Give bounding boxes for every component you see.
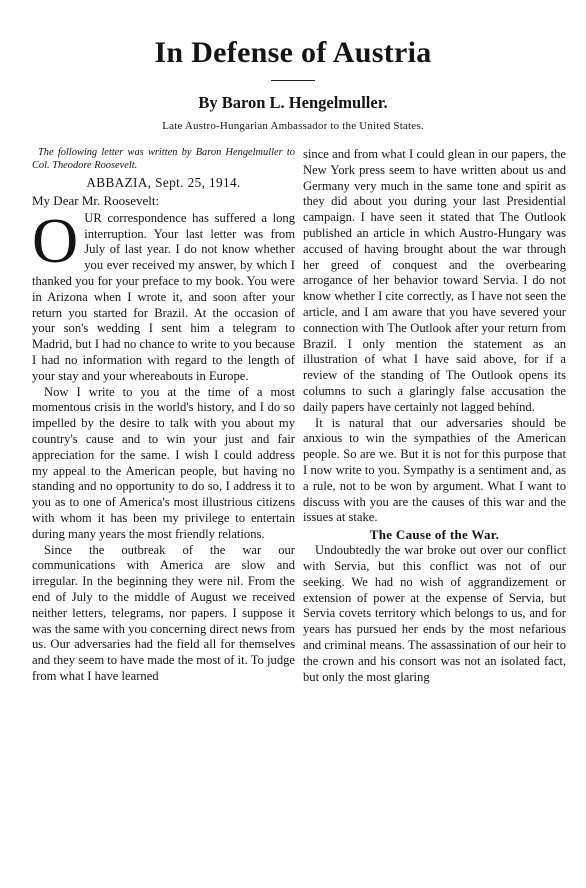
section-heading: The Cause of the War.: [369, 527, 500, 543]
author-description: Late Austro-Hungarian Ambassador to the United States.: [162, 120, 424, 132]
paragraph: Undoubtedly the war broke out over our conflict with Servia, but this conflict was not of our seeking. We had no wish of aggrandizement or extension of power at the expense of Servia, but Servia covets territory which belongs to us, and for years has pursued her ends by the most nefarious and criminal means. The assassination of our heir to the crown and his consort was not an isolated fact, but only the most glaring: [303, 543, 566, 684]
drop-cap: O: [32, 204, 79, 276]
title-rule: [271, 80, 315, 81]
paragraph-opening-text: UR correspondence has suffered a long interruption. Your last letter was from July of last year. I do not know whether you ever received my answer, by which I thanked you for your preface to my book. You were in Arizona when I wrote it, and soon after your return you started for Brazil. At the occasion of your son's wedding I sent him a telegram to Madrid, but I had no chance to write to you because I had no information with regard to the length of your stay and your whereabouts in Europe.: [32, 210, 295, 383]
article-title: In Defense of Austria: [154, 36, 432, 69]
letter-salutation: My Dear Mr. Roosevelt:: [32, 193, 160, 208]
paragraph: Since the outbreak of the war our communications with America are slow and irregular. In the beginning they were nil. From the end of July to the middle of August we received neither letters, telegrams, nor papers. I suppose it was the same with you concerning direct news from us. Our adversaries had the field all for themselves and they seem to have made the most of it. To judge from what I have learned: [32, 542, 295, 683]
paragraph: Now I write to you at the time of a most momentous crisis in the world's history, and I do so impelled by the desire to talk with you about my country's cause and to win your just and fair appreciation for the same. I wish I could address my appeal to the American people, but having no standing and no opportunity to do so, I address it to you as to one of America's most illustrious citizens with whom it has been my privilege to entertain during many years the most friendly relations.: [32, 384, 295, 541]
paragraph-continued: since and from what I could glean in our papers, the New York press seem to have written about us and Germany very much in the same tone and spirit as they did about you during your last Presidential campaign. I have seen it stated that The Outlook published an article in which Austro-Hungary was accused of having brought about the war through her greed of conquest and the overbearing arrogance of her behavior toward Servia. I do not know whether I cite correctly, as I have not seen the article, and I am aware that you have severed your connection with The Outlook after your return from Brazil. I only mention the statement as an illustration of what I have said above, for if a review of the standing of The Outlook opens its columns to such a glaringly false accusation the daily papers have certainly not lagged behind.: [303, 147, 566, 414]
right-column: [303, 147, 566, 685]
article-byline: By Baron L. Hengelmuller.: [198, 93, 388, 112]
left-column: [32, 147, 295, 685]
paragraph: It is natural that our adversaries should be anxious to win the sympathies of the American people. So are we. But it is not for this purpose that I now write to you. Sympathy is a sentiment and, as a rule, not to be won by argument. What I want to discuss with you are the causes of this war and the issues at stake.: [303, 415, 566, 525]
letter-dateline: ABBAZIA, Sept. 25, 1914.: [86, 175, 241, 190]
editor-note: The following letter was written by Baron Hengelmuller to Col. Theodore Roosevelt.: [32, 147, 295, 171]
paragraph-opening: [32, 204, 295, 385]
